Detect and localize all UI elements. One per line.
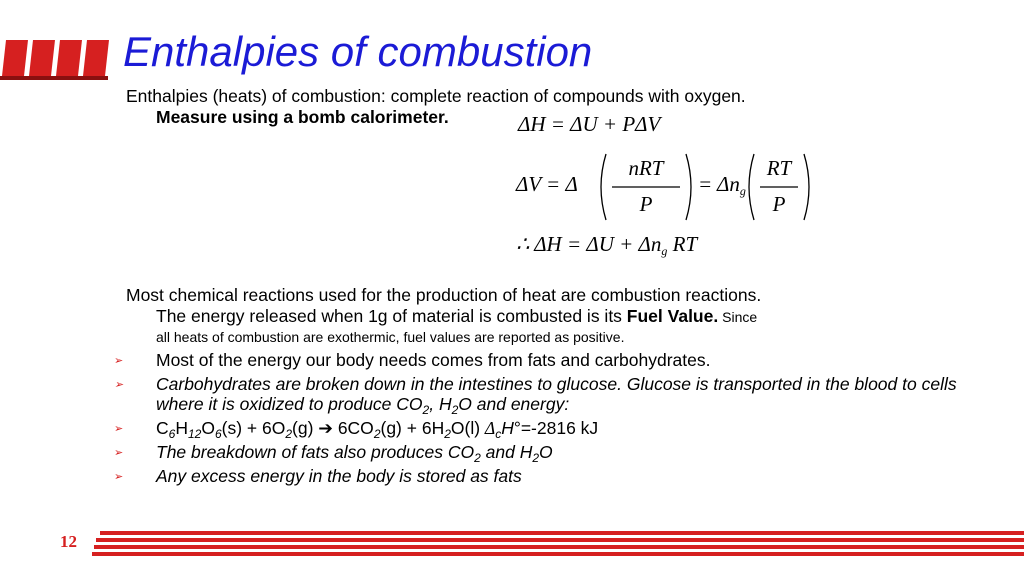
sub: 2 <box>444 427 451 441</box>
bullet-text-5: Any excess energy in the body is stored as fats <box>156 466 522 486</box>
sub: 6 <box>168 427 176 441</box>
sub: 2 <box>451 403 459 417</box>
bullet-arrow-icon: ➢ <box>114 379 124 391</box>
para-line-1: Most chemical reactions used for the production of heat are combustion reactions. <box>126 285 762 305</box>
bullet-arrow-icon: ➢ <box>114 447 124 459</box>
bullet-item-5 <box>114 466 986 486</box>
bullet-text-2e: O and energy: <box>458 394 570 414</box>
para-line-2-since: Since <box>718 309 758 325</box>
eq2-lhs: ΔV = Δ <box>516 172 578 196</box>
sub: 2 <box>532 451 540 465</box>
sub: 2 <box>474 451 481 465</box>
eq3-b: RT <box>667 232 698 256</box>
sub: 12 <box>187 427 202 441</box>
page-number: 12 <box>60 532 77 551</box>
intro-line-1: Enthalpies (heats) of combustion: complete reaction of compounds with oxygen. <box>126 86 746 106</box>
chem-o: O <box>201 418 215 438</box>
footer-stripes <box>92 528 1024 560</box>
eq3-sub: g <box>661 244 668 258</box>
sub: 2 <box>422 403 430 417</box>
bullet-text-4e: O <box>539 442 553 462</box>
bullet-arrow-icon: ➢ <box>114 423 124 435</box>
eq2-den1: P <box>639 192 653 216</box>
eq2-den2: P <box>772 192 786 216</box>
bullet-item-3 <box>114 418 986 441</box>
reaction-arrow-icon: ➔ <box>318 418 333 438</box>
logo-bars <box>0 40 110 80</box>
chem-c: C <box>156 418 169 438</box>
delta-symbol: Δ <box>484 418 496 438</box>
bullet-text-4a: The breakdown of fats also produces CO <box>156 442 475 462</box>
bullet-item-2 <box>114 374 986 417</box>
bullet-arrow-icon: ➢ <box>114 355 124 367</box>
sub: 2 <box>373 427 381 441</box>
eq3-a: ∴ ΔH = ΔU + Δn <box>516 232 662 256</box>
enthalpy-symbol: H <box>501 418 514 438</box>
equation-1: ΔH = ΔU + PΔV <box>518 112 661 136</box>
equation-result <box>516 232 697 257</box>
chem-text: °=-2816 kJ <box>513 418 599 438</box>
para-line-2 <box>126 306 926 328</box>
chem-h: H <box>175 418 188 438</box>
bullet-text-2a: Carbohydrates are broken down in the intestines to glucose. Glucose is transported in the blood to cells where it is oxidized to produce CO <box>156 374 957 414</box>
bullet-text-2c: , H <box>429 394 452 414</box>
chem-text: (g) + 6H <box>380 418 445 438</box>
slide-title: Enthalpies of combustion <box>123 28 593 75</box>
bullet-list <box>114 350 986 490</box>
intro-line-2: Measure using a bomb calorimeter. <box>156 107 449 127</box>
bullet-item-4 <box>114 442 986 465</box>
equation-enthalpy <box>518 112 660 137</box>
chem-text: (g) <box>292 418 319 438</box>
bullet-item-1 <box>114 350 986 370</box>
para-line-2-text: The energy released when 1g of material is combusted is its <box>156 306 627 326</box>
eq2-sub: g <box>739 184 746 198</box>
sub: 6 <box>214 427 222 441</box>
combustion-paragraph <box>126 285 926 346</box>
bullet-text-4c: and H <box>480 442 533 462</box>
sub: c <box>495 427 502 441</box>
eq2-num1: nRT <box>628 156 664 180</box>
eq2-mid: = Δn <box>698 172 740 196</box>
sub: 2 <box>285 427 293 441</box>
para-line-3: all heats of combustion are exothermic, fuel values are reported as positive. <box>156 329 625 345</box>
fuel-value-term: Fuel Value. <box>626 306 719 326</box>
chem-text: O(l) <box>450 418 485 438</box>
eq2-num2: RT <box>766 156 792 180</box>
bullet-arrow-icon: ➢ <box>114 471 124 483</box>
chem-text: (s) + 6O <box>221 418 286 438</box>
chem-text: 6CO <box>332 418 374 438</box>
bullet-text-1: Most of the energy our body needs comes from fats and carbohydrates. <box>156 350 711 370</box>
